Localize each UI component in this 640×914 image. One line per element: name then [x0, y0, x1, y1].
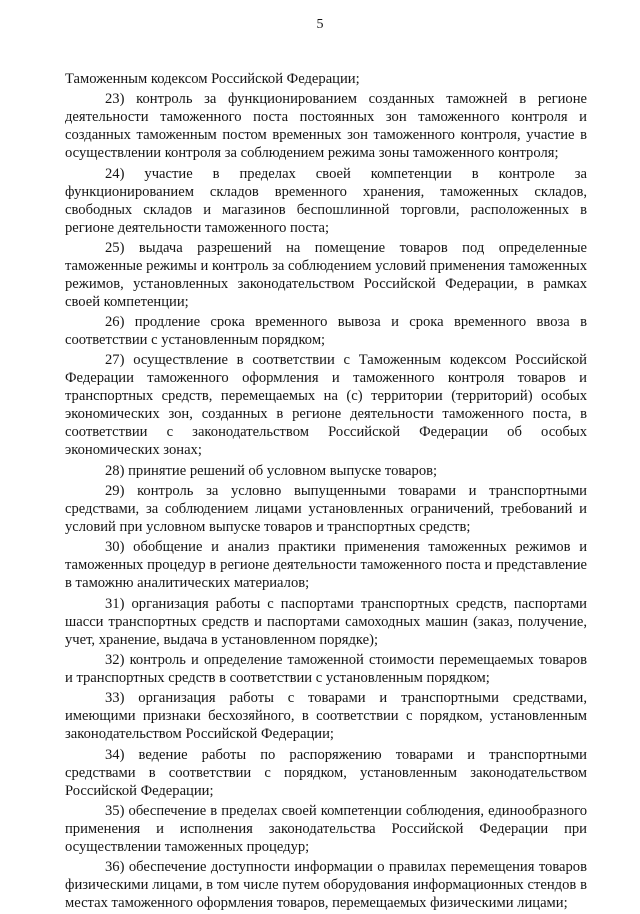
list-item-28: 28) принятие решений об условном выпуске товаров;	[105, 462, 438, 479]
list-item-34: 34) ведение работы по распоряжению товарами и транспортными средствами в соответствии с порядком, установленным законодательством Российской Федерации;	[65, 746, 587, 799]
paragraph-continuation: Таможенным кодексом Российской Федерации;	[65, 71, 360, 87]
list-item-36: 36) обеспечение доступности информации о правилах перемещения товаров физическими лицами, в том числе путем оборудования информационных стендов в местах таможенного оформления товаров, перемещаемых физическими лицами;	[65, 859, 587, 912]
list-item-23: 23) контроль за функционированием созданных таможней в регионе деятельности таможенного поста постоянных зон таможенного контроля и созданных таможенным постом временных зон таможенного контроля, участие в осуществлении контроля за соблюдением режима зоны таможенного контроля;	[65, 91, 587, 162]
list-item-31: 31) организация работы с паспортами транспортных средств, паспортами шасси транспортных средств и паспортами самоходных машин (заказ, получение, учет, хранение, выдача в установленном порядке);	[65, 595, 587, 648]
list-item-35: 35) обеспечение в пределах своей компетенции соблюдения, единообразного применения и исполнения законодательства Российской Федерации при осуществлении таможенных процедур;	[65, 802, 587, 855]
list-item-25: 25) выдача разрешений на помещение товаров под определенные таможенные режимы и контроль за соблюдением условий применения таможенных режимов, установленных законодательством Российской Федерации, в рамках своей компетенции;	[65, 239, 587, 310]
list-item-33: 33) организация работы с товарами и транспортными средствами, имеющими признаки бесхозяйного, в соответствии с порядком, установленным законодательством Российской Федерации;	[65, 690, 587, 743]
list-item-26: 26) продление срока временного вывоза и срока временного ввоза в соответствии с установленным порядком;	[65, 314, 587, 349]
page-number: 5	[316, 17, 324, 32]
list-item-24: 24) участие в пределах своей компетенции в контроле за функционированием складов временного хранения, таможенных складов, свободных складов и магазинов беспошлинной торговли, расположенных в регионе деятельности таможенного поста;	[65, 165, 587, 236]
list-item-29: 29) контроль за условно выпущенными товарами и транспортными средствами, за соблюдением лицами установленных ограничений, требований и условий при условном выпуске товаров и транспортных средств;	[65, 483, 587, 536]
list-item-32: 32) контроль и определение таможенной стоимости перемещаемых товаров и транспортных средств в соответствии с установленным порядком;	[65, 651, 587, 686]
list-item-30: 30) обобщение и анализ практики применения таможенных режимов и таможенных процедур в регионе деятельности таможенного поста и представление в таможню аналитических материалов;	[65, 539, 587, 592]
list-item-27: 27) осуществление в соответствии с Таможенным кодексом Российской Федерации таможенного оформления и таможенного контроля товаров и транспортных средств, перемещаемых на (с) территории (территорий) особых экономических зон, созданных в регионе деятельности таможенного поста, в соответствии с законодательством Российской Федерации об особых экономических зонах;	[65, 352, 587, 459]
document-body	[65, 70, 587, 914]
